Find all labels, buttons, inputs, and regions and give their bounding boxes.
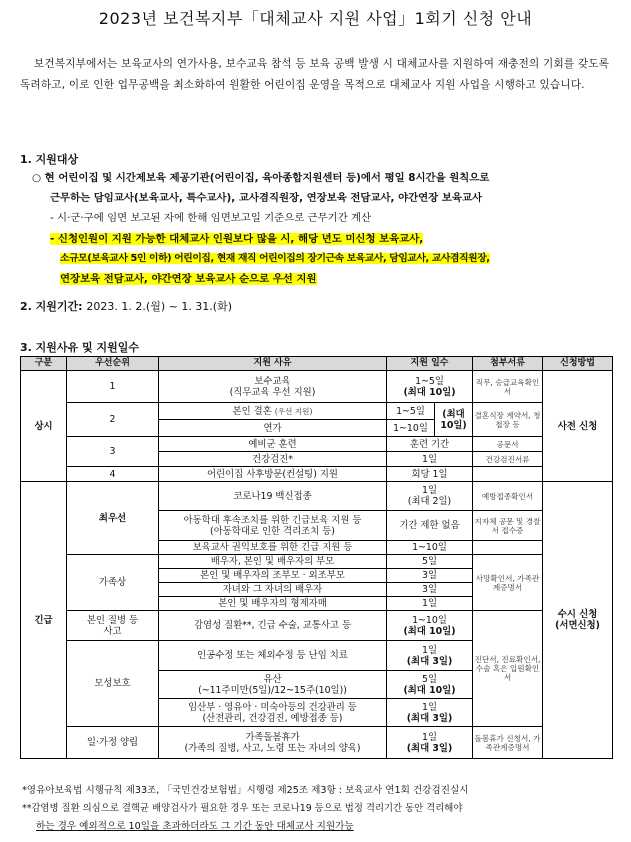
days-cell: 1~5일: [387, 403, 435, 420]
days-text: 1~10일: [412, 614, 447, 626]
reason-cell: 건강검진*: [159, 452, 387, 467]
days-cell: 회당 1일: [387, 467, 473, 482]
method-cell: [543, 482, 613, 759]
days-max: (최대 10일): [403, 625, 456, 637]
days-max: (최대 3일): [406, 712, 453, 724]
target-line-6: [60, 270, 317, 285]
reason-subtext: (우선 지원): [274, 406, 313, 416]
reason-cell: [159, 727, 387, 759]
priority-subtext: 사고: [103, 625, 122, 637]
doc-cell: 예방접종확인서: [473, 482, 543, 511]
support-table: [20, 356, 613, 759]
days-text: 5일: [421, 673, 438, 685]
doc-cell: 직무, 승급교육확인서: [473, 371, 543, 403]
days-cell: 1~10일: [387, 420, 435, 437]
reason-text: 유산: [263, 673, 282, 685]
days-cell: 1일: [387, 597, 473, 611]
reason-subtext: (아동학대로 인한 격리조치 등): [210, 525, 335, 537]
days-max: (최대 10일): [403, 386, 456, 398]
priority-cell: 일·가정 양립: [67, 727, 159, 759]
reason-cell: [159, 671, 387, 699]
reason-cell: [159, 699, 387, 727]
days-max: (최대 10일): [435, 403, 473, 437]
days-text: 1~5일: [415, 375, 444, 387]
target-line-4: [50, 230, 423, 245]
priority-cell: 가족상: [67, 555, 159, 611]
reason-cell: 자녀와 그 자녀의 배우자: [159, 583, 387, 597]
section-2: [20, 298, 232, 314]
reason-cell: 본인 및 배우자의 조부모 · 외조부모: [159, 569, 387, 583]
reason-text: 가족돌봄휴가: [245, 731, 300, 743]
days-cell: 3일: [387, 569, 473, 583]
method-subtext: (서면신청): [555, 620, 600, 631]
days-cell: 5일: [387, 555, 473, 569]
reason-cell: [159, 371, 387, 403]
days-cell: 기간 제한 없음: [387, 511, 473, 541]
days-max: (최대 10일): [403, 684, 456, 696]
highlight-text: 소규모(보육교사 5인 이하) 어린이집, 현재 재직 어린이집의 장기근속 보육교사, 담임교사, 교사겸직원장,: [60, 253, 490, 264]
reason-text: 임산부 · 영유아 · 미숙아등의 건강관리 등: [188, 701, 357, 713]
header-cell: 구분: [21, 357, 67, 371]
support-period: 2023. 1. 2.(월) ~ 1. 31.(화): [86, 300, 233, 313]
table-row: [21, 482, 613, 511]
footnote-3: 하는 경우 예외적으로 10일을 초과하더라도 그 기간 동안 대체교사 지원가능: [36, 821, 354, 832]
days-cell: [387, 699, 473, 727]
days-cell: 1~10일: [387, 541, 473, 555]
days-text: 1일: [421, 731, 438, 743]
highlight-text: - 신청인원이 지원 가능한 대체교사 인원보다 많을 시, 해당 년도 미신청 보육교사,: [50, 233, 424, 245]
doc-cell: 지자체 공문 및 경찰서 접수증: [473, 511, 543, 541]
doc-cell: 건강검진서류: [473, 452, 543, 467]
reason-subtext: (~11주미만(5일)/12~15주(10일)): [198, 684, 347, 696]
reason-cell: 예비군 훈련: [159, 437, 387, 452]
reason-subtext: (직무교육 우선 지원): [229, 386, 316, 398]
doc-cell: 사망확인서, 가족관계증명서: [473, 555, 543, 611]
reason-cell: 보육교사 권익보호를 위한 긴급 지원 등: [159, 541, 387, 555]
footnote-2: **감염병 질환 의심으로 결핵균 배양검사가 필요한 경우 또는 코로나19 등으로 법정 격리기간 동안 격리해야: [22, 803, 463, 814]
priority-cell: [67, 611, 159, 641]
table-row: [21, 403, 613, 420]
header-cell: 신청방법: [543, 357, 613, 371]
reason-cell: 인공수정 또는 체외수정 등 난임 치료: [159, 641, 387, 671]
days-cell: 3일: [387, 583, 473, 597]
reason-cell: 어린이집 사후방문(컨설팅) 지원: [159, 467, 387, 482]
days-max: (최대 3일): [406, 742, 453, 754]
table-row: [21, 437, 613, 452]
doc-cell: 공문서: [473, 437, 543, 452]
reason-text: 본인 결혼: [232, 405, 272, 417]
table-row: [21, 555, 613, 569]
reason-text: 아동학대 후속조치를 위한 긴급보육 지원 등: [183, 514, 362, 526]
target-line-5: [60, 250, 490, 264]
intro-paragraph: 보건복지부에서는 보육교사의 연가사용, 보수교육 참석 등 보육 공백 발생 시 대체교사를 지원하여 재충전의 기회를 갖도록 독려하고, 이로 인한 업무공백을 최소화하여 원활한 어린이집 운영을 목적으로 대체교사 지원 사업을 시행하고 있습니다.: [20, 58, 610, 91]
reason-cell: 배우자, 본인 및 배우자의 부모: [159, 555, 387, 569]
reason-cell: [159, 403, 387, 420]
section-3-heading: 3. 지원사유 및 지원일수: [20, 341, 139, 354]
section-2-heading: 2. 지원기간:: [20, 300, 83, 313]
doc-cell: [473, 541, 543, 555]
table-header-row: [21, 357, 613, 371]
table-row: [21, 611, 613, 641]
days-text: 1일: [421, 485, 438, 496]
highlight-text: 연장보육 전담교사, 야간연장 보육교사 순으로 우선 지원: [60, 273, 317, 285]
days-cell: [387, 371, 473, 403]
table-row: [21, 727, 613, 759]
reason-cell: 코로나19 백신접종: [159, 482, 387, 511]
priority-cell: 1: [67, 371, 159, 403]
days-cell: [387, 671, 473, 699]
reason-text: 보수교육: [254, 375, 291, 387]
header-cell: 지원 일수: [387, 357, 473, 371]
reason-cell: 본인 및 배우자의 형제자매: [159, 597, 387, 611]
days-cell: [387, 727, 473, 759]
days-max: (최대 3일): [406, 655, 453, 667]
table-row: [21, 371, 613, 403]
table-row: [21, 467, 613, 482]
header-cell: 지원 사유: [159, 357, 387, 371]
target-line-1: ○ 현 어린이집 및 시간제보육 제공기관(어린이집, 육아종합지원센터 등)에서 평일 8시간을 원칙으로: [32, 172, 490, 184]
target-line-3: - 시·군·구에 임면 보고된 자에 한해 임면보고일 기준으로 근무기간 계산: [50, 212, 372, 224]
footnote-1: *영유아보육법 시행규칙 제33조, 「국민건강보험법」시행령 제25조 제3항 : 보육교사 연1회 건강검진실시: [22, 785, 469, 796]
reason-cell: 연가: [159, 420, 387, 437]
header-cell: 우선순위: [67, 357, 159, 371]
method-cell: 사전 신청: [543, 371, 613, 482]
days-text: 1일: [421, 701, 438, 713]
priority-cell: 모성보호: [67, 641, 159, 727]
days-text: 1일: [421, 644, 438, 656]
reason-cell: [159, 511, 387, 541]
days-cell: 1일: [387, 452, 473, 467]
days-cell: [387, 611, 473, 641]
days-cell: [387, 482, 473, 511]
priority-cell: 최우선: [67, 482, 159, 555]
target-line-2: 근무하는 담임교사(보육교사, 특수교사), 교사겸직원장, 연장보육 전담교사, 야간연장 보육교사: [50, 192, 483, 204]
reason-subtext: (산전관리, 건강검진, 예방접종 등): [202, 712, 343, 724]
doc-cell: 결혼식장 계약서, 청첩장 등: [473, 403, 543, 437]
reason-cell: 감염성 질환**, 긴급 수술, 교통사고 등: [159, 611, 387, 641]
priority-cell: 3: [67, 437, 159, 467]
method-text: 수시 신청: [557, 609, 598, 620]
doc-cell: 진단서, 진료확인서, 수술 혹은 입원확인서: [473, 611, 543, 727]
priority-text: 본인 질병 등: [86, 614, 139, 626]
priority-cell: 2: [67, 403, 159, 437]
page-title: 2023년 보건복지부「대체교사 지원 사업」1회기 신청 안내: [98, 9, 533, 28]
category-cell: 긴급: [21, 482, 67, 759]
section-1-heading: 1. 지원대상: [20, 153, 79, 166]
doc-cell: 돌봄휴가 신청서, 가족관계증명서: [473, 727, 543, 759]
days-cell: [387, 641, 473, 671]
priority-cell: 4: [67, 467, 159, 482]
doc-cell: [473, 467, 543, 482]
days-cell: 훈련 기간: [387, 437, 473, 452]
header-cell: 첨부서류: [473, 357, 543, 371]
days-max: (최대 2일): [407, 496, 452, 507]
reason-subtext: (가족의 질병, 사고, 노령 또는 자녀의 양육): [184, 742, 361, 754]
category-cell: 상시: [21, 371, 67, 482]
